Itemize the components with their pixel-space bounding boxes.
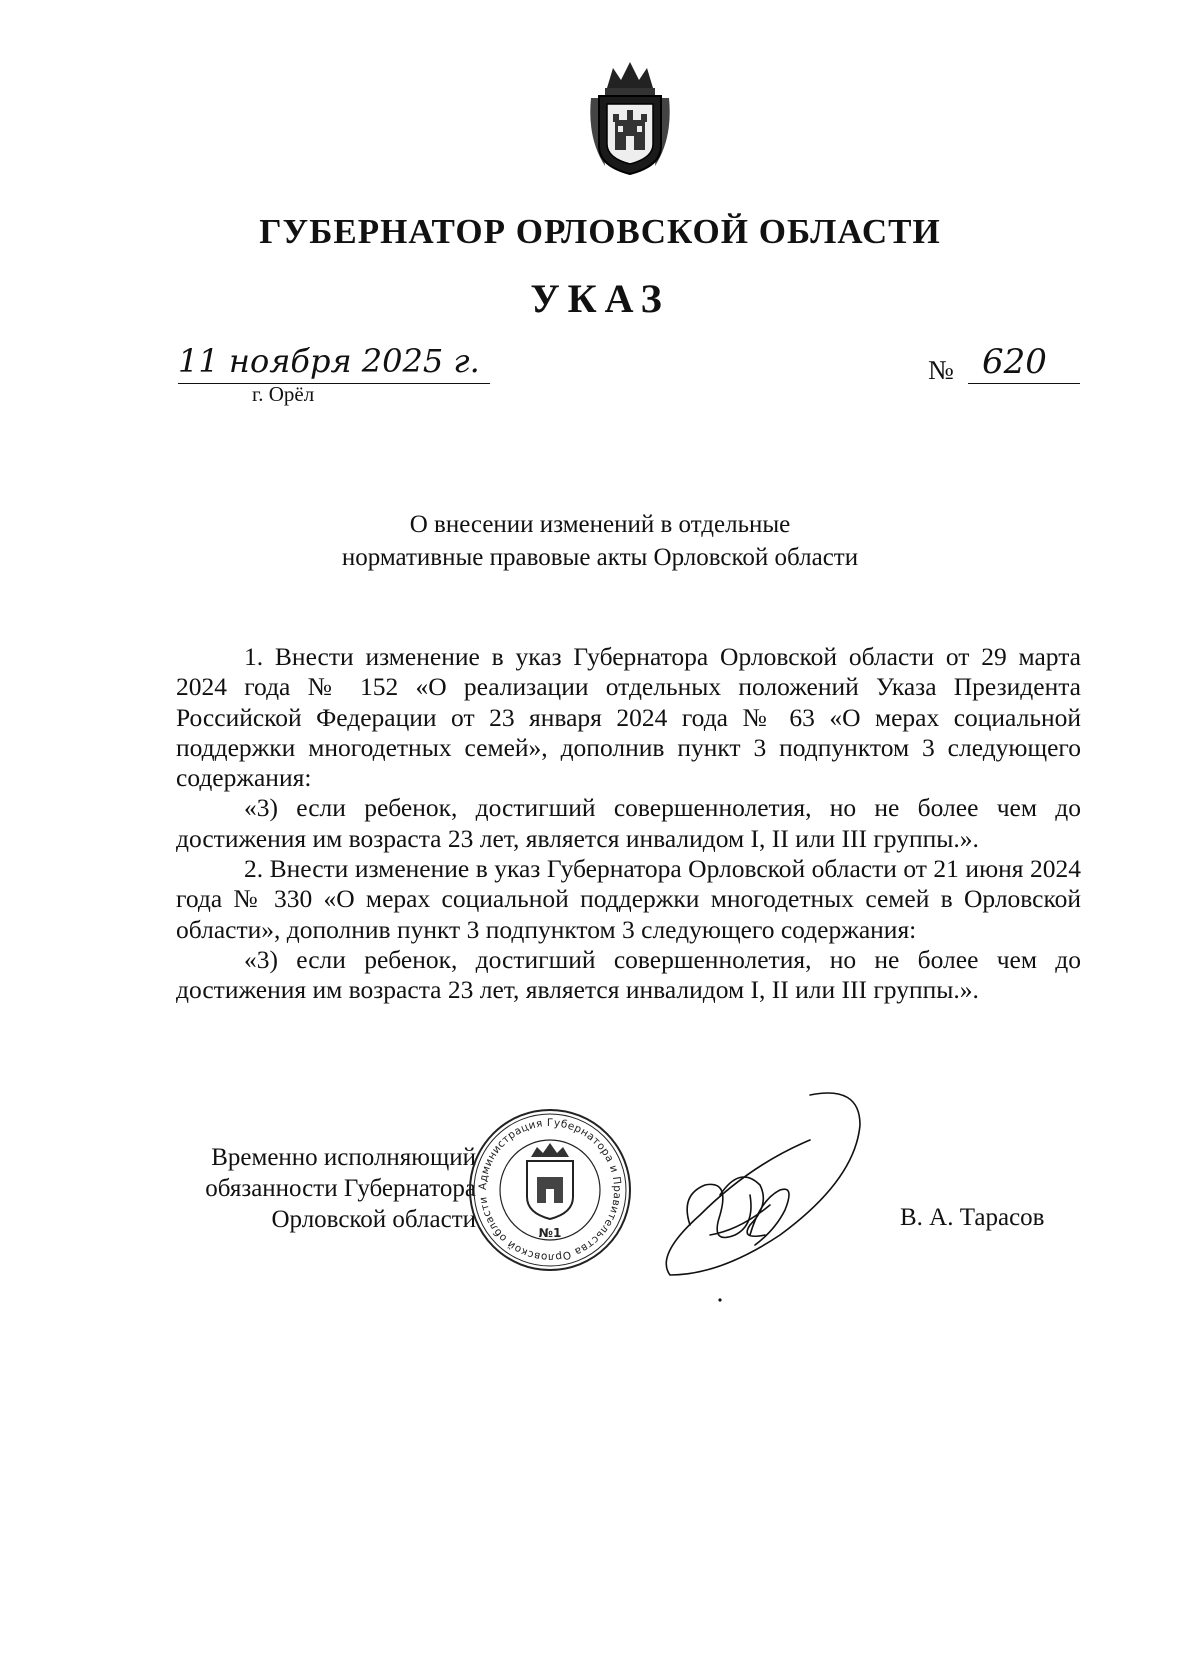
paragraph-2-quote: «3) если ребенок, достигший совершеннолетия, но не более чем до достижения им возраста 23 лет, является инвалидом I, II или III группы.». (176, 944, 1081, 1005)
signatory-name: В. А. Тарасов (900, 1204, 1045, 1231)
position-line-3: Орловской области (271, 1206, 476, 1233)
issue-city: г. Орёл (252, 382, 315, 406)
paragraph-2: 2. Внести изменение в указ Губернатора Орловской области от 21 июня 2024 года № 330 «О мерах социальной поддержки многодетных семей в Орловской области», дополнив пункт 3 подпунктом 3 следующего содержания: (176, 854, 1081, 944)
number-underline (968, 383, 1080, 384)
document-body (176, 642, 1081, 1006)
seal-text: Администрация Губернатора и Правительства Орловской области (476, 1116, 624, 1264)
official-seal-icon (465, 1105, 635, 1275)
seal-number: №1 (538, 1226, 562, 1240)
subject-line-2: нормативные правовые акты Орловской области (341, 544, 859, 571)
handwritten-signature-icon (660, 1085, 890, 1315)
document-type: УКАЗ (530, 276, 670, 321)
issuing-authority: ГУБЕРНАТОР ОРЛОВСКОЙ ОБЛАСТИ (259, 212, 941, 251)
paragraph-1: 1. Внести изменение в указ Губернатора Орловской области от 29 марта 2024 года № 152 «О реализации отдельных положений Указа Президента Российской Федерации от 23 января 2024 года № 63 «О мерах социальной поддержки многодетных семей», дополнив пункт 3 подпунктом 3 следующего содержания: (176, 642, 1081, 793)
paragraph-1-quote: «3) если ребенок, достигший совершеннолетия, но не более чем до достижения им возраста 23 лет, является инвалидом I, II или III группы.». (176, 793, 1081, 853)
date-underline (178, 383, 490, 384)
position-line-1: Временно исполняющий (211, 1144, 476, 1171)
document-subject (0, 508, 1200, 574)
document-number: 620 (982, 342, 1047, 382)
signatory-position (176, 1142, 476, 1235)
position-line-2: обязанности Губернатора (205, 1175, 476, 1202)
document-date: 11 ноября 2025 г. (178, 342, 480, 380)
number-label: № (928, 355, 954, 385)
coat-of-arms-icon (585, 58, 675, 178)
subject-line-1: О внесении изменений в отдельные (409, 511, 791, 538)
